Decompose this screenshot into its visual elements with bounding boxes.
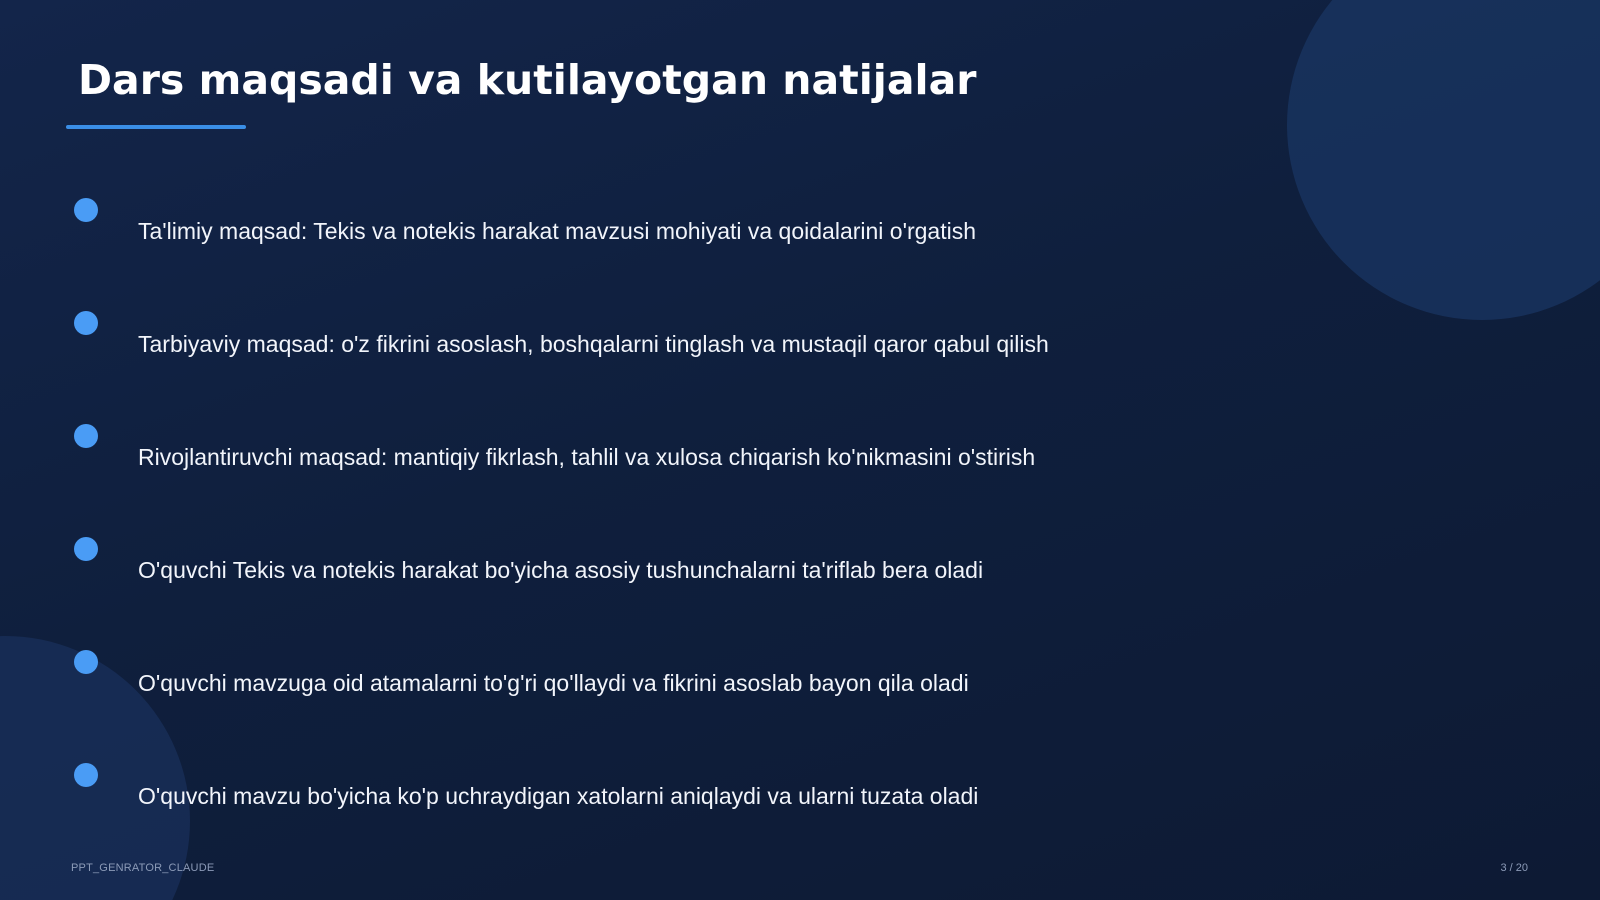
title-underline [66, 125, 246, 129]
list-item [0, 303, 1200, 403]
bullet-dot-icon [74, 763, 98, 787]
bullet-text: Ta'limiy maqsad: Tekis va notekis harakat mavzusi mohiyati va qoidalarini o'rgatish [138, 218, 977, 244]
list-item [0, 529, 1200, 629]
bullet-dot-icon [74, 424, 98, 448]
page-number: 3 / 20 [1500, 862, 1528, 874]
bullet-text: O'quvchi Tekis va notekis harakat bo'yicha asosiy tushunchalarni ta'riflab bera oladi [138, 557, 984, 583]
bullet-text: Tarbiyaviy maqsad: o'z fikrini asoslash, boshqalarni tinglash va mustaqil qaror qabul qilish [138, 331, 1049, 357]
decorative-circle-top-right [1287, 0, 1600, 320]
bullet-text: O'quvchi mavzuga oid atamalarni to'g'ri qo'llaydi va fikrini asoslab bayon qila oladi [138, 670, 969, 696]
list-item [0, 416, 1200, 516]
bullet-dot-icon [74, 198, 98, 222]
bullet-dot-icon [74, 650, 98, 674]
footer-watermark: PPT_GENRATOR_CLAUDE [71, 862, 215, 874]
list-item [0, 755, 1200, 855]
list-item [0, 190, 1200, 290]
bullet-dot-icon [74, 311, 98, 335]
bullet-dot-icon [74, 537, 98, 561]
bullet-text: O'quvchi mavzu bo'yicha ko'p uchraydigan xatolarni aniqlaydi va ularni tuzata oladi [138, 783, 979, 809]
list-item [0, 642, 1200, 742]
bullet-text: Rivojlantiruvchi maqsad: mantiqiy fikrlash, tahlil va xulosa chiqarish ko'nikmasini o'stirish [138, 444, 1036, 470]
slide-title: Dars maqsadi va kutilayotgan natijalar [78, 56, 977, 104]
